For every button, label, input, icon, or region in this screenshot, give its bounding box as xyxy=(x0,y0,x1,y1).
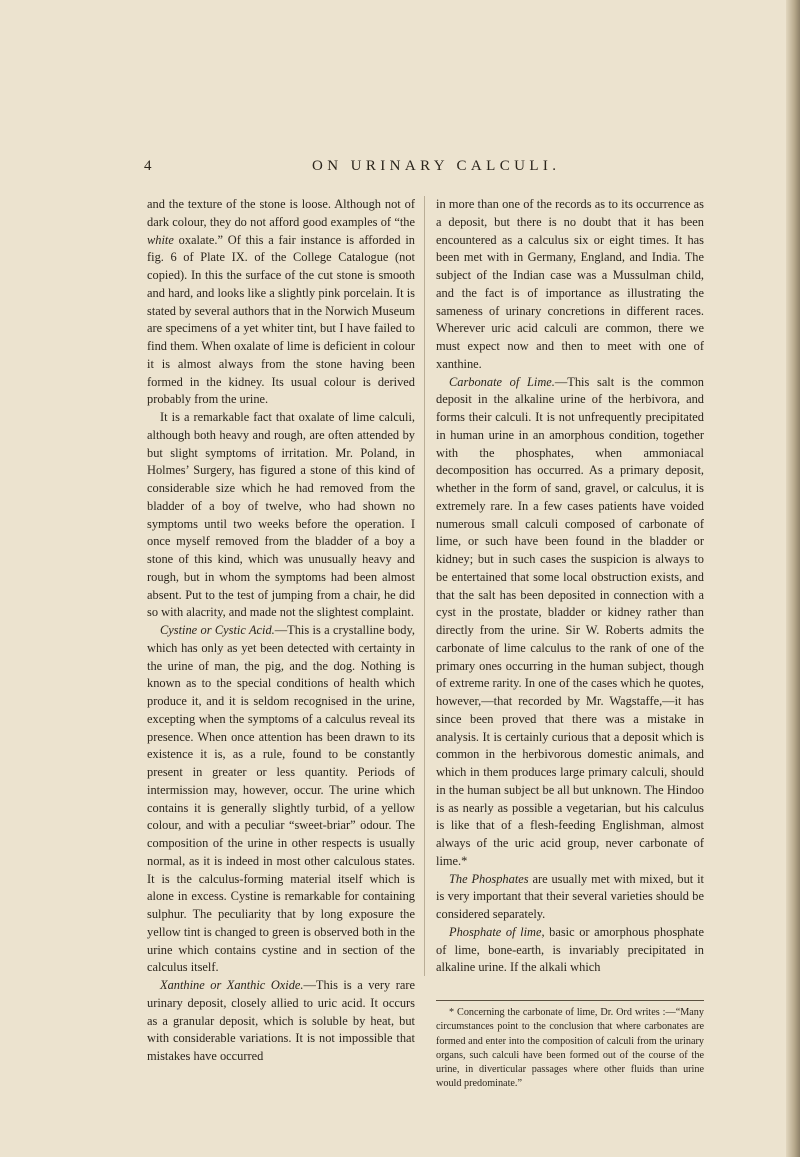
section-heading: The Phosphates xyxy=(449,871,529,886)
paragraph: Cystine or Cystic Acid.—This is a crystalline body, which has only as yet been detected with certainty in the urine of man, the pig, and the dog. Nothing is known as to the special conditions of health which produce it, and it is seldom recognised in the urine, excepting when the symptoms of a calculus reveal its presence. When once attention has been drawn to its existence it is, as a rule, found to be constantly present in greater or less quantity. Periods of intermission may, however, occur. The urine which contains it is generally slightly turbid, of a yellow colour, and with a peculiar “sweet-briar” odour. The composition of the urine in other respects is usually normal, as it is indeed in most other calculous states. It is the calculus-forming material itself which is alone in excess. Cystine is remarkable for containing sulphur. The peculiarity that by long exposure the yellow tint is changed to green is observed both in the urine which contains cystine and in section of the calculus itself. xyxy=(147,623,415,975)
running-title: ON URINARY CALCULI. xyxy=(312,158,561,174)
page-header xyxy=(144,158,704,182)
paragraph: Phosphate of lime, basic or amorphous phosphate of lime, bone-earth, is invariably precipitated in alkaline urine. If the alkali which xyxy=(436,924,704,975)
footnote xyxy=(436,1006,704,1092)
right-column xyxy=(436,196,704,977)
left-column xyxy=(147,196,415,1066)
paragraph: Xanthine or Xanthic Oxide.—This is a very rare urinary deposit, closely allied to uric acid. It occurs as a granular deposit, which is soluble by heat, but with considerable variations. It is not impossible that mistakes have occurred xyxy=(147,978,415,1063)
footnote-text: * Concerning the carbonate of lime, Dr. Ord writes :—“Many circumstances point to the conclusion that where carbonates are formed and enter into the composition of calculi from the urinary organs, such calculi have been formed out of the course of the urine, in diverticular passages where other fluids than urine would predominate.” xyxy=(436,1007,704,1090)
paragraph: It is a remarkable fact that oxalate of lime calculi, although both heavy and rough, are often attended by but slight symptoms of irritation. Mr. Poland, in Holmes’ Surgery, has figured a stone of this kind of considerable size which he had removed from the bladder of a boy of twelve, who had shown no symptoms until two weeks before the operation. I once myself removed from the bladder of a boy a stone of this kind, which was unusually heavy and rough, but in whom the symptoms had been almost absent. Put to the test of jumping from a chair, he did so with alacrity, and made not the slightest complaint. xyxy=(147,410,415,620)
paragraph: The Phosphates are usually met with mixed, but it is very important that their several varieties should be considered separately. xyxy=(436,871,704,921)
section-heading: Carbonate of Lime. xyxy=(449,374,555,389)
section-heading: Cystine or Cystic Acid. xyxy=(160,623,275,637)
paragraph: in more than one of the records as to its occurrence as a deposit, but there is no doubt that it has been encountered as a calculus six or eight times. It has been met with in Germany, England, and India. The subject of the Indian case was a Mussulman child, and the fact is of importance as illustrating the sameness of urinary concretions in different races. Wherever uric acid calculi are common, there we must expect now and then to meet with one of xanthine. xyxy=(436,197,704,371)
column-divider xyxy=(424,196,425,976)
paragraph: Carbonate of Lime.—This salt is the common deposit in the alkaline urine of the herbivora, and forms their calculi. It is not unfrequently precipitated in human urine in an amorphous condition, together with the phosphates, when ammoniacal decomposition has occurred. As a primary deposit, whether in the form of sand, gravel, or calculus, it is extremely rare. In a few cases patients have voided numerous small calculi composed of carbonate of lime, or such have been found in the bladder or kidney; but in such cases the suspicion is always to be entertained that some local obstruction exists, and that the salt has been deposited in connection with a cyst in the prostate, bladder or kidney rather than directly from the urine. Sir W. Roberts admits the carbonate of lime calculus to the rank of one of the primary ones occurring in the human subject, though of extreme rarity. In one of the cases which he quotes, however,—that recorded by Mr. Wagstaffe,—it has since been proved that there was a mistake in analysis. It is certainly curious that a deposit which is common in the herbivorous domestic animals, and which in them produces large primary calculi, should in the human subject be all but unknown. The Hindoo is as nearly as possible a vegetarian, but his calculus is like that of a flesh-feeding Englishman, almost always of the uric acid group, never carbonate of lime.* xyxy=(436,374,705,868)
section-heading: Phosphate of lime, xyxy=(449,924,545,939)
page-number: 4 xyxy=(144,158,153,174)
footnote-rule xyxy=(436,1000,704,1001)
page-edge xyxy=(786,0,800,1157)
paragraph: and the texture of the stone is loose. Although not of dark colour, they do not afford good examples of “the white oxalate.” Of this a fair instance is afforded in fig. 6 of Plate IX. of the College Catalogue (not copied). In this the surface of the cut stone is smooth and hard, and looks like a slightly pink porcelain. It is stated by several authors that in the Norwich Museum are specimens of a yet whiter tint, but I have failed to find them. When oxalate of lime is deficient in colour it is almost always from the stone having been formed in the kidney. Its usual colour is derived probably from the urine. xyxy=(147,197,415,407)
section-heading: Xanthine or Xanthic Oxide. xyxy=(160,978,304,992)
